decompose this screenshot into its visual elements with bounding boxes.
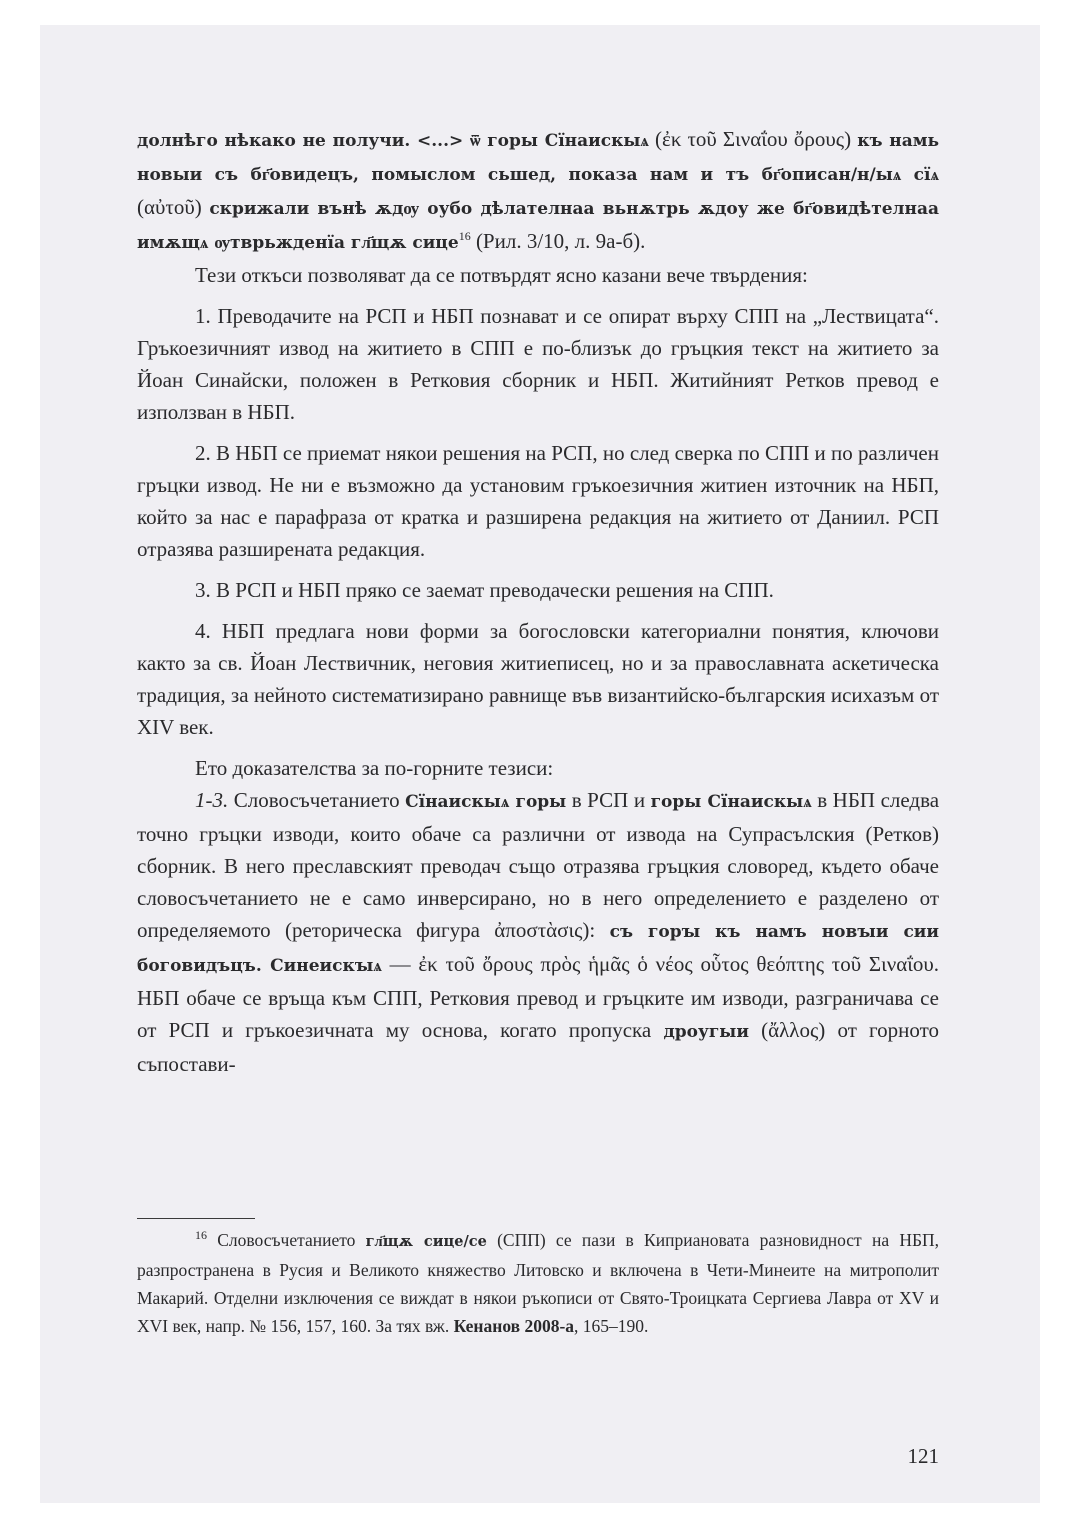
proof-heading: Ето доказателства за по-горните тезиси:: [195, 756, 554, 780]
thesis-2: 2. В НБП се приемат някои решения на РСП, но след сверка по СПП и по различен гръцки извод. Не ни е възможно да установим гръкоезичния житиен източник на НБП, който за нас е парафраза от кратка и разширена редакция на житието от Даниил. РСП отразява разширената редакция.: [137, 441, 939, 561]
thesis-4: 4. НБП предлага нови форми за богословски категориални понятия, ключови както за св. Йоан Лествичник, неговия житиеписец, но и за православната аскетическа традиция, за нейното систематизирано равнище във византийско-българския исихазъм от XIV век.: [137, 619, 939, 739]
thesis-3: 3. В РСП и НБП пряко се заемат преводачески решения на СПП.: [195, 578, 774, 602]
proof-paragraph: 1-3. Словосъчетанието Сїнаискыѧ горы в РСП и горы Сїнаискыѧ в НБП следва точно гръцки изводи, които обаче са различни от извода на Супрасълския (Ретков) сборник. В него преславският преводач също отразява гръцкия словоред, където обаче словосъчетанието не е само инверсирано, но в него определението е разделено от определяемото (реторическа фигура ἀποστὰσις): съ горꙑ къ намъ новꙑи сии боговидъцъ. Синеискꙑѧ — ἐκ τοῦ ὄρους πρὸς ἡμᾶς ὁ νέος οὗτος θεόπτης τοῦ Σιναΐου. НБП обаче се връща към СПП, Ретковия превод и гръцките им изводи, разграничава се от РСП и гръкоезичната му основа, когато пропуска дроугыи (ἄλλος) от горното съпостави-: [137, 788, 940, 1076]
thesis-1: 1. Преводачите на РСП и НБП познават и се опират върху СПП на „Лествицата“. Гръкоезичният извод на житието в СПП е по-близък до гръцкия текст на житието за Йоан Синайски, положен в Ретковия сборник и НБП. Житийният Ретков превод е използван в НБП.: [137, 304, 939, 424]
footnote-number: 16: [195, 1228, 207, 1243]
page-number: 121: [907, 1444, 939, 1468]
footnote: $^{16}$ Словосъчетанието гл҃щѫ сице/се (СПП) се пази в Киприановата разновидност на НБП, разпространена в Русия и Великото княжество Литовско и включена в Чети-Минеите на митрополит Макарий. Отделни изключения се виждат в някои ръкописи от Свято-Троицката Сергиева Лавра от XV и XVI век, напр. № 156, 157, 160. За тях вж. Кенанов 2008-а, 165–190.: [137, 1228, 940, 1336]
footnote-reference: Кенанов 2008-а: [453, 1316, 575, 1336]
footnote-ref: 16: [458, 229, 471, 243]
intro-paragraph: Тези откъси позволяват да се потвърдят ясно казани вече твърдения:: [195, 263, 808, 287]
slavonic-quote: долнѣго нѣкако не получи. <...> ѿ горы Сїнаискыѧ (ἐκ τοῦ Σιναΐου ὄρους) къ намь новыи съ бг҃овидецъ, помыслом сьшед, показа нам и тъ бг҃описан/н/ыѧ сїѧ (αὐτοῦ) скрижали вънѣ ѫдѹ оубо дѣлателнаа вьнѫтрь ѫдоу же бг҃овидѣтелнаа имѫщѧ ѹтврьжденїа гл҃щѫ сице$^{16}$ (Рил. 3/10, л. 9а-б).: [137, 127, 940, 253]
footnote-divider: [137, 1218, 255, 1219]
main-text: [137, 123, 939, 1080]
